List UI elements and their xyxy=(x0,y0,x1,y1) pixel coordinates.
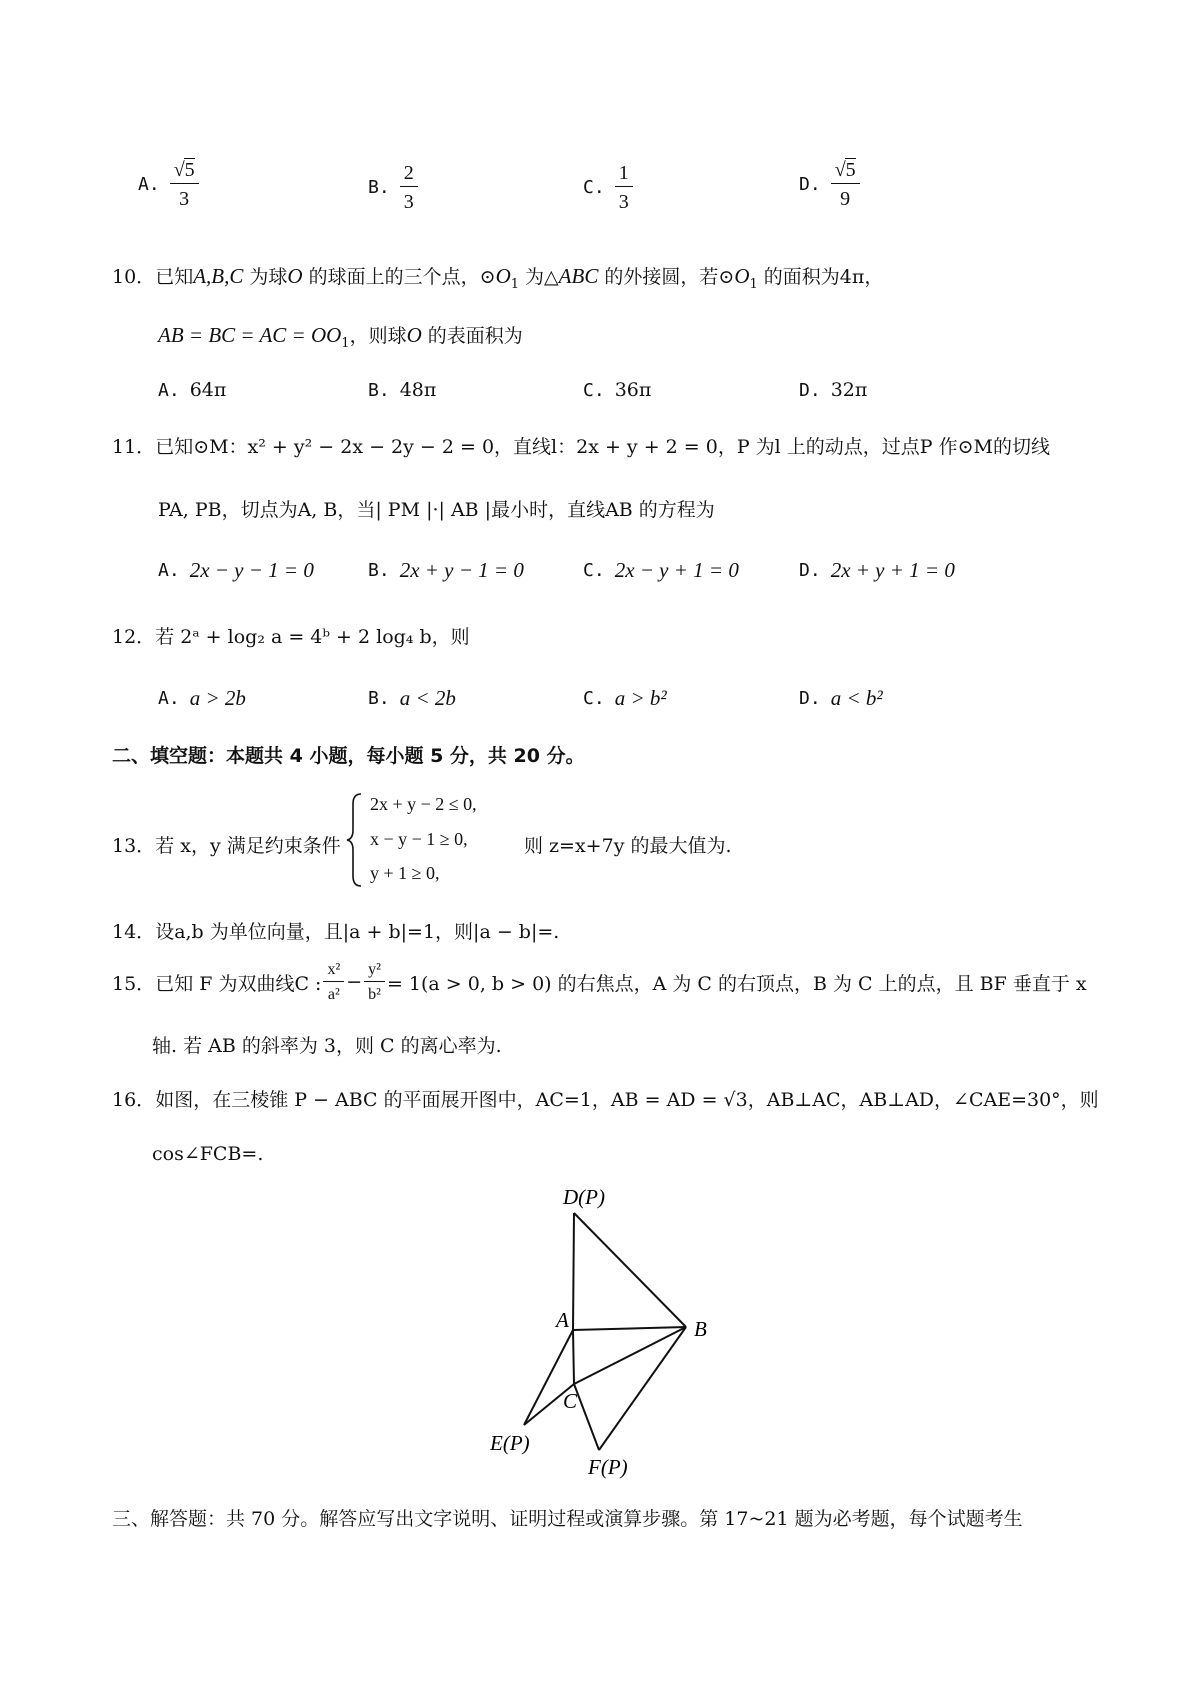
q15-line1: 15． 已知 F 为双曲线C : $\frac{\text{x²}}{\text{a²}}$ − $\frac{\text{y²}}{\text{b²}}$ = 1(a > 0, b > 0) 的右焦点，A 为 C 的右顶点，B 为 C 上的点，且 BF 垂直于 x xyxy=(112,961,1087,1003)
question-number: 12． xyxy=(112,626,156,648)
q11-option-a: A. 2x − y − 1 = 0 xyxy=(158,558,314,582)
q9-option-b-fraction: $\frac{2}{3}$ xyxy=(400,162,418,213)
section-3-heading: 三、解答题：共 70 分。解答应写出文字说明、证明过程或演算步骤。第 17~21 题为必考题，每个试题考生 xyxy=(112,1508,1023,1530)
q12-option-c: C. a > b² xyxy=(583,686,667,710)
label-e: E(P) xyxy=(490,1431,530,1455)
edge-cb xyxy=(574,1327,686,1384)
edge-db xyxy=(574,1213,686,1327)
constraint-brace-icon xyxy=(345,792,365,888)
q12-option-a: A. a > 2b xyxy=(158,686,246,710)
question-number: 15． xyxy=(112,972,156,995)
option-label: C. xyxy=(583,177,605,198)
q11-line1: 11．已知⊙M：x² + y² − 2x − 2y − 2 = 0，直线l：2x + y + 2 = 0，P 为l 上的动点，过点P 作⊙M的切线 xyxy=(112,436,1050,458)
label-c: C xyxy=(563,1389,578,1413)
constraint-3: y + 1 ≥ 0, xyxy=(370,863,440,883)
constraint-2: x − y − 1 ≥ 0, xyxy=(370,829,468,849)
q10-option-b: B. 48π xyxy=(368,379,437,401)
q10-line2: AB = BC = AC = $OO_1$，则球O 的表面积为 xyxy=(158,323,523,351)
q16-line1: 16．如图，在三棱锥 P − ABC 的平面展开图中，AC=1，AB = AD = √3，AB⊥AC，AB⊥AD，∠CAE=30°，则 xyxy=(112,1089,1099,1111)
q15-fraction-x: $\frac{\text{x²}}{\text{a²}}$ xyxy=(323,961,344,1003)
q9-option-d-fraction: $\frac{√5}{9}$ xyxy=(831,158,860,210)
q12-option-b: B. a < 2b xyxy=(368,686,456,710)
label-d: D(P) xyxy=(563,1185,605,1209)
edge-ab xyxy=(573,1327,686,1330)
q10-option-c: C. 36π xyxy=(583,379,652,401)
question-number: 10． xyxy=(112,266,156,288)
q11-option-d: D. 2x + y + 1 = 0 xyxy=(799,558,955,582)
edge-cf xyxy=(574,1384,599,1450)
label-a: A xyxy=(556,1308,569,1332)
q9-option-d xyxy=(799,158,860,210)
option-label: B. xyxy=(368,177,390,198)
question-number: 14． xyxy=(112,921,156,943)
q16-line2: cos∠FCB=. xyxy=(152,1143,264,1165)
edge-da xyxy=(573,1213,574,1330)
label-f: F(P) xyxy=(588,1455,628,1479)
section-2-heading: 二、填空题：本题共 4 小题，每小题 5 分，共 20 分。 xyxy=(112,745,585,767)
q9-option-c-fraction: $\frac{1}{3}$ xyxy=(615,162,633,213)
label-b: B xyxy=(694,1317,707,1341)
constraint-1: 2x + y − 2 ≤ 0, xyxy=(370,794,477,814)
option-label: D. xyxy=(799,173,821,195)
option-label: A. xyxy=(138,173,160,195)
q9-option-b xyxy=(368,162,418,213)
q12-line1: 12．若 2ᵃ + log₂ a = 4ᵇ + 2 log₄ b，则 xyxy=(112,626,470,648)
q10-line1: 10．已知A,B,C 为球O 的球面上的三个点，$⊙O_1$ 为△ABC 的外接圆，若$⊙O_1$ 的面积为4π， xyxy=(112,264,884,292)
q9-option-a-fraction: $\frac{√5}{3}$ xyxy=(170,158,199,210)
question-number: 13． xyxy=(112,835,156,857)
q11-option-b: B. 2x + y − 1 = 0 xyxy=(368,558,524,582)
q11-option-c: C. 2x − y + 1 = 0 xyxy=(583,558,739,582)
q9-option-a xyxy=(138,158,199,210)
q13-prefix: 13．若 x，y 满足约束条件 xyxy=(112,835,341,857)
q13-suffix: 则 z=x+7y 的最大值为. xyxy=(524,835,732,857)
q12-option-d: D. a < b² xyxy=(799,686,883,710)
q9-option-c xyxy=(583,162,633,213)
q10-option-d: D. 32π xyxy=(799,379,868,401)
question-number: 16． xyxy=(112,1089,156,1111)
net-diagram xyxy=(480,1180,740,1480)
question-number: 11． xyxy=(112,436,156,458)
q15-line2: 轴. 若 AB 的斜率为 3，则 C 的离心率为. xyxy=(152,1035,502,1057)
q14-line: 14．设a,b 为单位向量，且|a + b|=1，则|a − b|=. xyxy=(112,921,560,943)
q10-option-a: A. 64π xyxy=(158,379,227,401)
q11-line2: PA, PB，切点为A, B，当| PM |·| AB |最小时，直线AB 的方程为 xyxy=(158,499,715,521)
edge-ac xyxy=(573,1330,574,1384)
edge-fb xyxy=(599,1327,686,1450)
q15-fraction-y: $\frac{\text{y²}}{\text{b²}}$ xyxy=(364,961,385,1003)
